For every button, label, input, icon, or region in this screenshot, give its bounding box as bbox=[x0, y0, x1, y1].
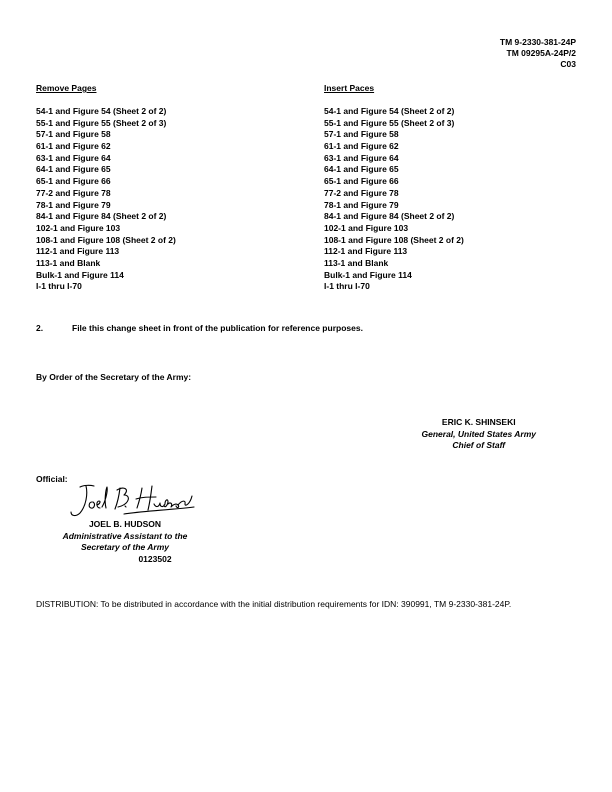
insert-pages-heading: Insert Paces bbox=[324, 83, 375, 93]
official-title-line-2: Secretary of the Army bbox=[80, 542, 170, 552]
chief-title-role: Chief of Staff bbox=[452, 440, 506, 450]
official-title-line-1: Administrative Assistant to the bbox=[62, 530, 188, 541]
remove-page-entry: 65-1 and Figure 66 bbox=[36, 176, 111, 187]
chief-name: ERIC K. SHINSEKI bbox=[441, 417, 516, 427]
official-name: JOEL B. HUDSON bbox=[88, 519, 162, 529]
chief-of-staff-block bbox=[422, 417, 536, 452]
insert-page-entry: 57-1 and Figure 58 bbox=[324, 129, 399, 140]
order-line: By Order of the Secretary of the Army: bbox=[36, 372, 192, 382]
remove-page-entry: 57-1 and Figure 58 bbox=[36, 129, 111, 140]
remove-page-entry: 64-1 and Figure 65 bbox=[36, 164, 111, 175]
remove-page-entry: 84-1 and Figure 84 (Sheet 2 of 2) bbox=[36, 211, 167, 222]
remove-page-entry: 102-1 and Figure 103 bbox=[36, 222, 121, 233]
remove-pages-column bbox=[36, 83, 176, 293]
official-label: Official: bbox=[36, 474, 68, 484]
remove-pages-list bbox=[36, 106, 176, 293]
remove-page-entry: 113-1 and Blank bbox=[36, 258, 101, 269]
change-number: C03 bbox=[560, 59, 576, 69]
insert-page-entry: 63-1 and Figure 64 bbox=[324, 152, 399, 163]
distribution-statement: DISTRIBUTION: To be distributed in accordance with the initial distribution requirements for IDN: 390991, TM 9-2330-381-24P. bbox=[36, 599, 512, 609]
remove-page-entry: 54-1 and Figure 54 (Sheet 2 of 2) bbox=[36, 105, 167, 116]
insert-page-entry: 55-1 and Figure 55 (Sheet 2 of 3) bbox=[324, 117, 455, 128]
handwritten-signature bbox=[64, 480, 200, 522]
insert-page-entry: 65-1 and Figure 66 bbox=[324, 176, 399, 187]
insert-page-entry: 54-1 and Figure 54 (Sheet 2 of 2) bbox=[324, 105, 455, 116]
insert-page-entry: 102-1 and Figure 103 bbox=[324, 222, 409, 233]
remove-page-entry: 61-1 and Figure 62 bbox=[36, 141, 111, 151]
paragraph-number: 2. bbox=[36, 323, 44, 333]
remove-pages-heading: Remove Pages bbox=[36, 83, 97, 93]
remove-page-entry: I-1 thru I-70 bbox=[36, 281, 82, 292]
paragraph-2 bbox=[36, 323, 363, 333]
insert-page-entry: 61-1 and Figure 62 bbox=[324, 141, 399, 151]
insert-page-entry: I-1 thru I-70 bbox=[324, 281, 370, 292]
insert-page-entry: 78-1 and Figure 79 bbox=[324, 199, 399, 210]
paragraph-text: File this change sheet in front of the publication for reference purposes. bbox=[72, 323, 363, 333]
document-code: 0123502 bbox=[138, 553, 172, 564]
remove-page-entry: 112-1 and Figure 113 bbox=[36, 246, 120, 257]
tm-number-secondary: TM 09295A-24P/2 bbox=[506, 48, 576, 58]
insert-page-entry: 64-1 and Figure 65 bbox=[324, 164, 399, 175]
insert-page-entry: 113-1 and Blank bbox=[324, 258, 389, 269]
insert-page-entry: 112-1 and Figure 113 bbox=[324, 246, 408, 257]
insert-page-entry: 84-1 and Figure 84 (Sheet 2 of 2) bbox=[324, 211, 455, 222]
insert-page-entry: 77-2 and Figure 78 bbox=[324, 187, 399, 198]
remove-page-entry: 63-1 and Figure 64 bbox=[36, 152, 111, 163]
official-signature-block bbox=[50, 519, 200, 565]
remove-page-entry: Bulk-1 and Figure 114 bbox=[36, 269, 124, 280]
chief-title-rank: General, United States Army bbox=[421, 428, 536, 439]
tm-number-primary: TM 9-2330-381-24P bbox=[499, 37, 576, 47]
remove-page-entry: 78-1 and Figure 79 bbox=[36, 199, 111, 210]
insert-pages-list bbox=[324, 106, 464, 293]
remove-page-entry: 55-1 and Figure 55 (Sheet 2 of 3) bbox=[36, 117, 167, 128]
remove-page-entry: 108-1 and Figure 108 (Sheet 2 of 2) bbox=[36, 234, 176, 245]
document-header bbox=[500, 37, 576, 70]
insert-page-entry: Bulk-1 and Figure 114 bbox=[324, 269, 412, 280]
insert-pages-column bbox=[324, 83, 464, 293]
insert-page-entry: 108-1 and Figure 108 (Sheet 2 of 2) bbox=[324, 234, 464, 245]
remove-page-entry: 77-2 and Figure 78 bbox=[36, 187, 111, 198]
